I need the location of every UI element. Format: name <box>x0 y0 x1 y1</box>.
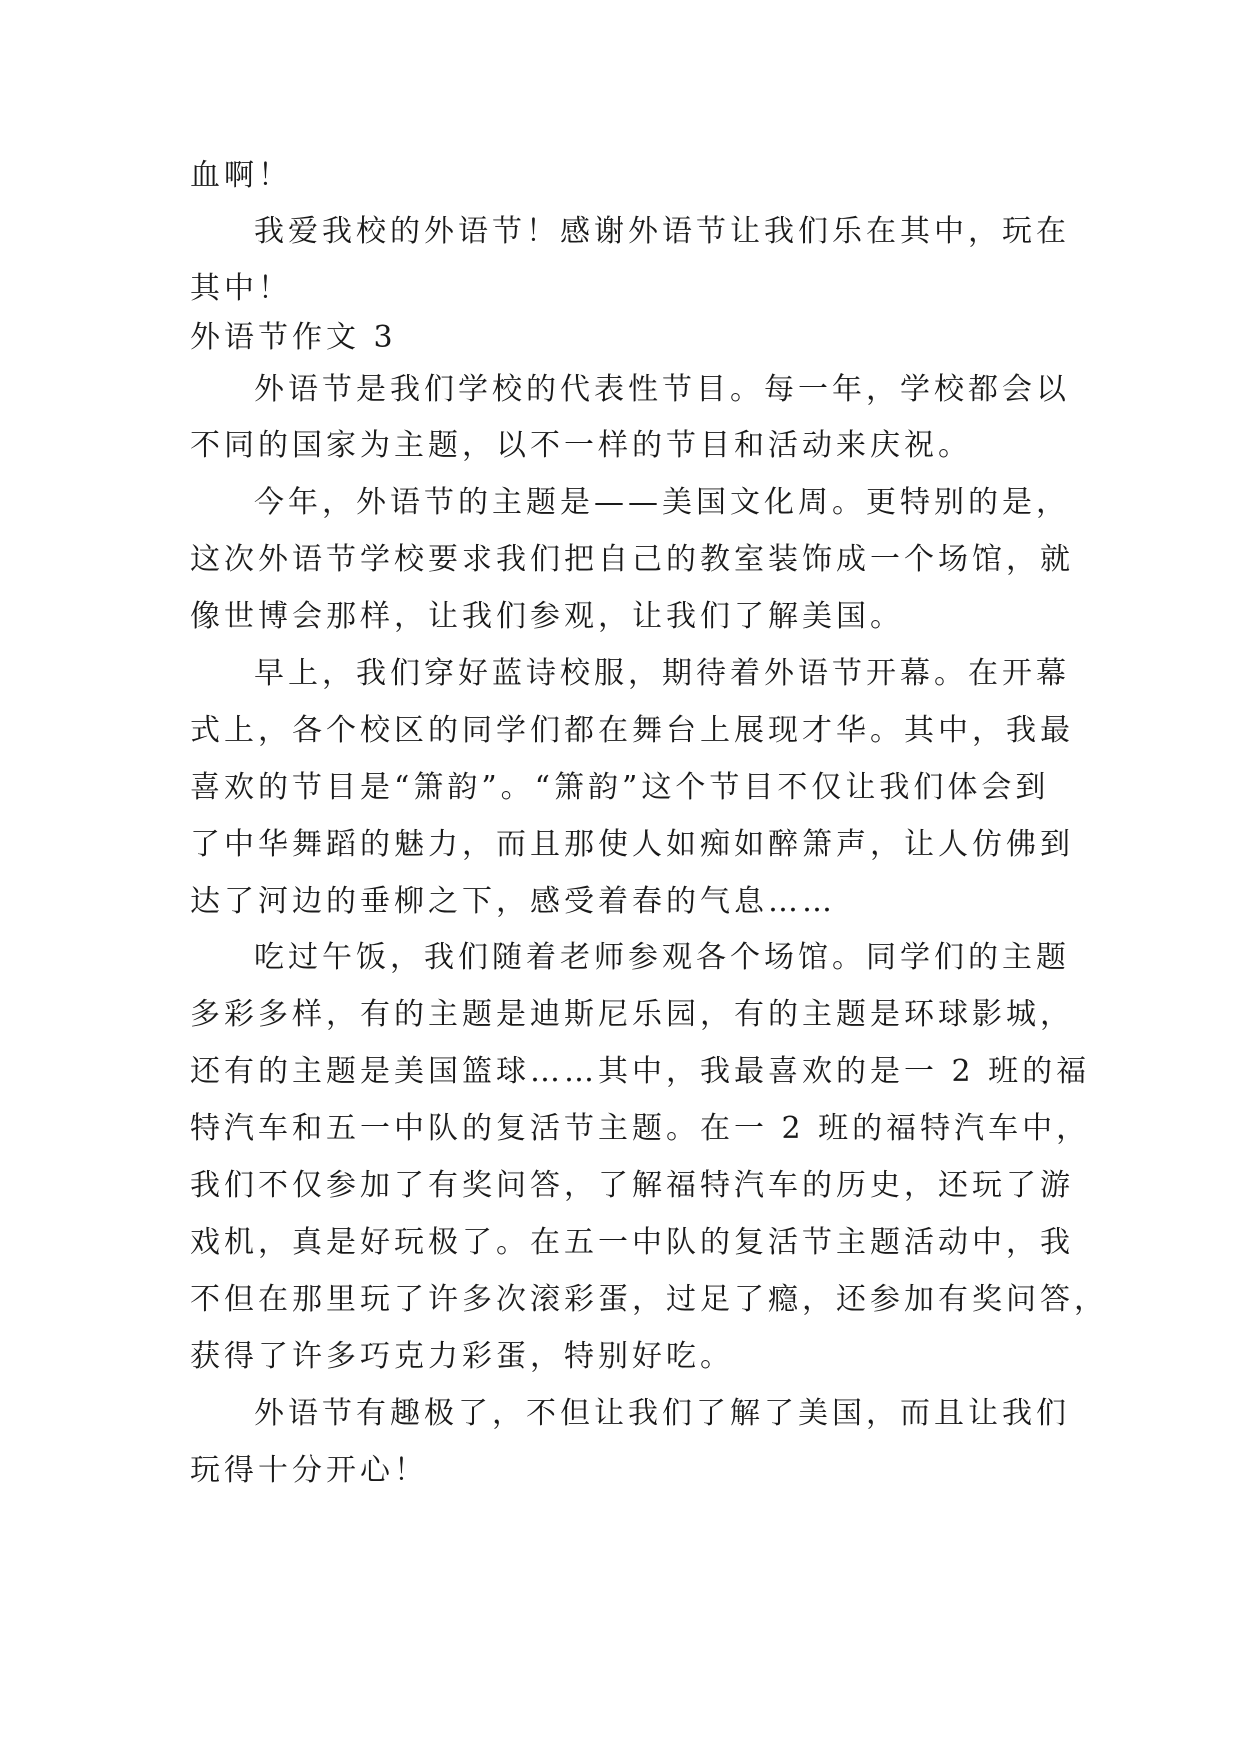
text-line: 今年，外语节的主题是——美国文化周。更特别的是， <box>254 485 1070 520</box>
text-line: 式上，各个校区的同学们都在舞台上展现才华。其中，我最 <box>190 713 1074 748</box>
text-line: 外语节有趣极了，不但让我们了解了美国，而且让我们 <box>254 1396 1070 1431</box>
text-line: 获得了许多巧克力彩蛋，特别好吃。 <box>190 1339 734 1374</box>
text-line: 早上，我们穿好蓝诗校服，期待着外语节开幕。在开幕 <box>254 656 1070 691</box>
text-line: 还有的主题是美国篮球……其中，我最喜欢的是一 2 班的福 <box>190 1054 1091 1089</box>
text-line: 其中！ <box>190 271 292 306</box>
text-line: 我爱我校的外语节！感谢外语节让我们乐在其中，玩在 <box>254 214 1070 249</box>
text-line: 像世博会那样，让我们参观，让我们了解美国。 <box>190 599 904 634</box>
text-line: 戏机，真是好玩极了。在五一中队的复活节主题活动中，我 <box>190 1225 1074 1260</box>
section-title: 外语节作文 3 <box>190 320 397 355</box>
text-line: 血啊！ <box>190 158 292 193</box>
text-line: 不但在那里玩了许多次滚彩蛋，过足了瘾，还参加有奖问答， <box>190 1282 1108 1317</box>
text-line: 喜欢的节目是“箫韵”。“箫韵”这个节目不仅让我们体会到 <box>190 770 1050 805</box>
text-line: 外语节是我们学校的代表性节目。每一年，学校都会以 <box>254 372 1070 407</box>
text-line: 这次外语节学校要求我们把自己的教室装饰成一个场馆，就 <box>190 542 1074 577</box>
text-line: 了中华舞蹈的魅力，而且那使人如痴如醉箫声，让人仿佛到 <box>190 827 1074 862</box>
text-line: 多彩多样，有的主题是迪斯尼乐园，有的主题是环球影城， <box>190 997 1074 1032</box>
text-line: 达了河边的垂柳之下，感受着春的气息…… <box>190 884 836 919</box>
text-line: 我们不仅参加了有奖问答，了解福特汽车的历史，还玩了游 <box>190 1168 1074 1203</box>
text-line: 玩得十分开心！ <box>190 1453 428 1488</box>
text-line: 吃过午饭，我们随着老师参观各个场馆。同学们的主题 <box>254 940 1070 975</box>
text-line: 特汽车和五一中队的复活节主题。在一 2 班的福特汽车中， <box>190 1111 1091 1146</box>
text-line: 不同的国家为主题，以不一样的节目和活动来庆祝。 <box>190 428 972 463</box>
